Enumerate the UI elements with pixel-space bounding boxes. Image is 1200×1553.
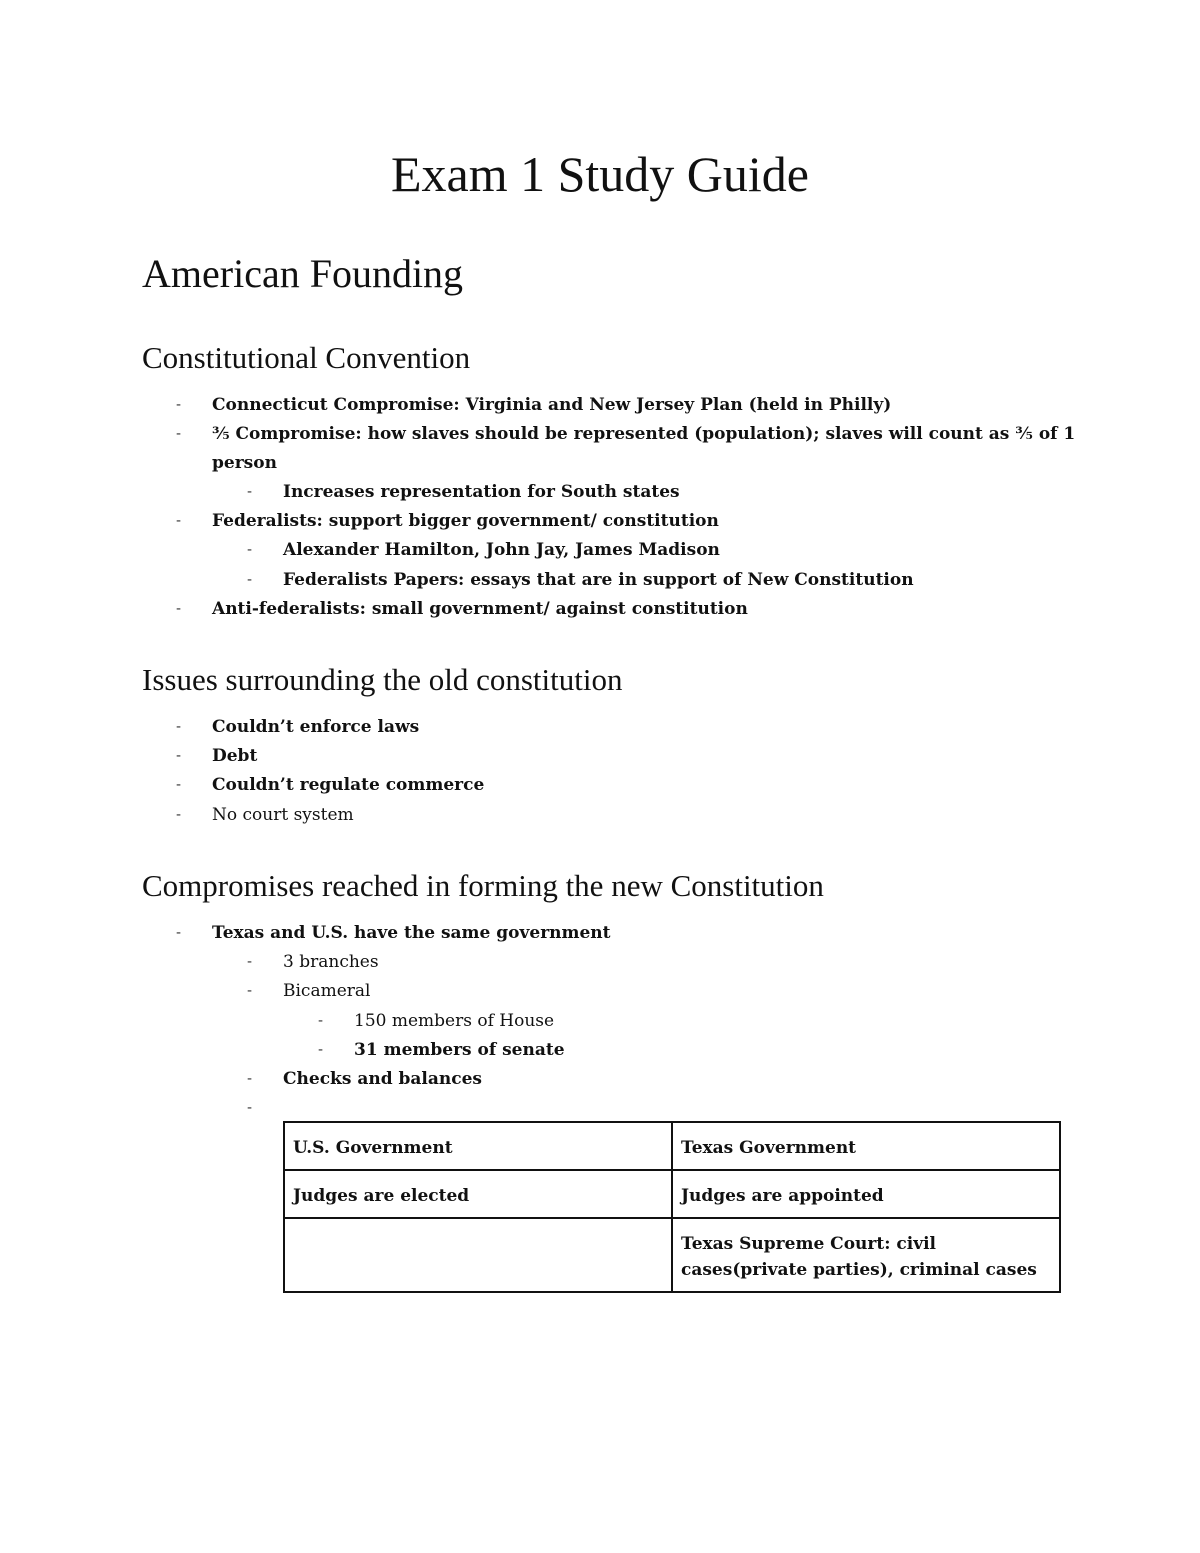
table-row: [284, 1218, 1060, 1292]
list-item: No court system: [212, 805, 354, 825]
list-item-continuation: person: [212, 453, 277, 473]
list-item: Checks and balances: [283, 1069, 482, 1089]
bullet-dash: -: [176, 601, 182, 617]
convention-heading: Constitutional Convention: [142, 340, 471, 375]
bullet-dash: -: [176, 807, 182, 823]
bullet-dash: -: [247, 572, 253, 588]
list-item: 31 members of senate: [354, 1040, 565, 1060]
list-item: Bicameral: [283, 981, 371, 1001]
table-header-cell: U.S. Government: [284, 1122, 672, 1170]
compromises-heading: Compromises reached in forming the new Constitution: [142, 868, 824, 903]
list-item: Federalists Papers: essays that are in support of New Constitution: [283, 570, 914, 590]
old-constitution-heading: Issues surrounding the old constitution: [142, 662, 623, 697]
table-row: [284, 1170, 1060, 1218]
list-item: Connecticut Compromise: Virginia and New Jersey Plan (held in Philly): [212, 395, 892, 415]
bullet-dash: -: [318, 1013, 324, 1029]
list-item: Anti-federalists: small government/ against constitution: [212, 599, 748, 619]
list-item: 3 branches: [283, 952, 379, 972]
table-cell: Judges are elected: [284, 1170, 672, 1218]
bullet-dash: -: [176, 748, 182, 764]
bullet-dash: -: [318, 1042, 324, 1058]
page-title: Exam 1 Study Guide: [390, 146, 810, 202]
bullet-dash: -: [247, 954, 253, 970]
list-item: ⅗ Compromise: how slaves should be represented (population); slaves will count as ⅗ of 1: [212, 424, 1076, 444]
bullet-dash: -: [247, 484, 253, 500]
bullet-dash: -: [176, 426, 182, 442]
list-item: Debt: [212, 746, 258, 766]
comparison-table: [283, 1121, 1061, 1293]
table-cell: Judges are appointed: [672, 1170, 1060, 1218]
list-item: 150 members of House: [354, 1011, 555, 1031]
table-cell: [284, 1218, 672, 1292]
list-item: Alexander Hamilton, John Jay, James Madison: [283, 540, 720, 560]
list-item: Texas and U.S. have the same government: [212, 923, 611, 943]
bullet-dash: -: [247, 542, 253, 558]
table-cell: Texas Supreme Court: civil cases(private parties), criminal cases: [672, 1218, 1060, 1292]
list-item: Couldn’t enforce laws: [212, 717, 420, 737]
section-heading: American Founding: [142, 251, 464, 296]
bullet-dash: -: [176, 397, 182, 413]
table-header-cell: Texas Government: [672, 1122, 1060, 1170]
bullet-dash: -: [176, 719, 182, 735]
bullet-dash: -: [176, 777, 182, 793]
bullet-dash: -: [176, 513, 182, 529]
list-item: Couldn’t regulate commerce: [212, 775, 485, 795]
bullet-dash: -: [247, 983, 253, 999]
bullet-dash: -: [247, 1071, 253, 1087]
bullet-dash: -: [176, 925, 182, 941]
table-header-row: [284, 1122, 1060, 1170]
list-item: Federalists: support bigger government/ constitution: [212, 511, 719, 531]
list-item: Increases representation for South states: [283, 482, 680, 502]
bullet-dash: -: [247, 1100, 253, 1116]
